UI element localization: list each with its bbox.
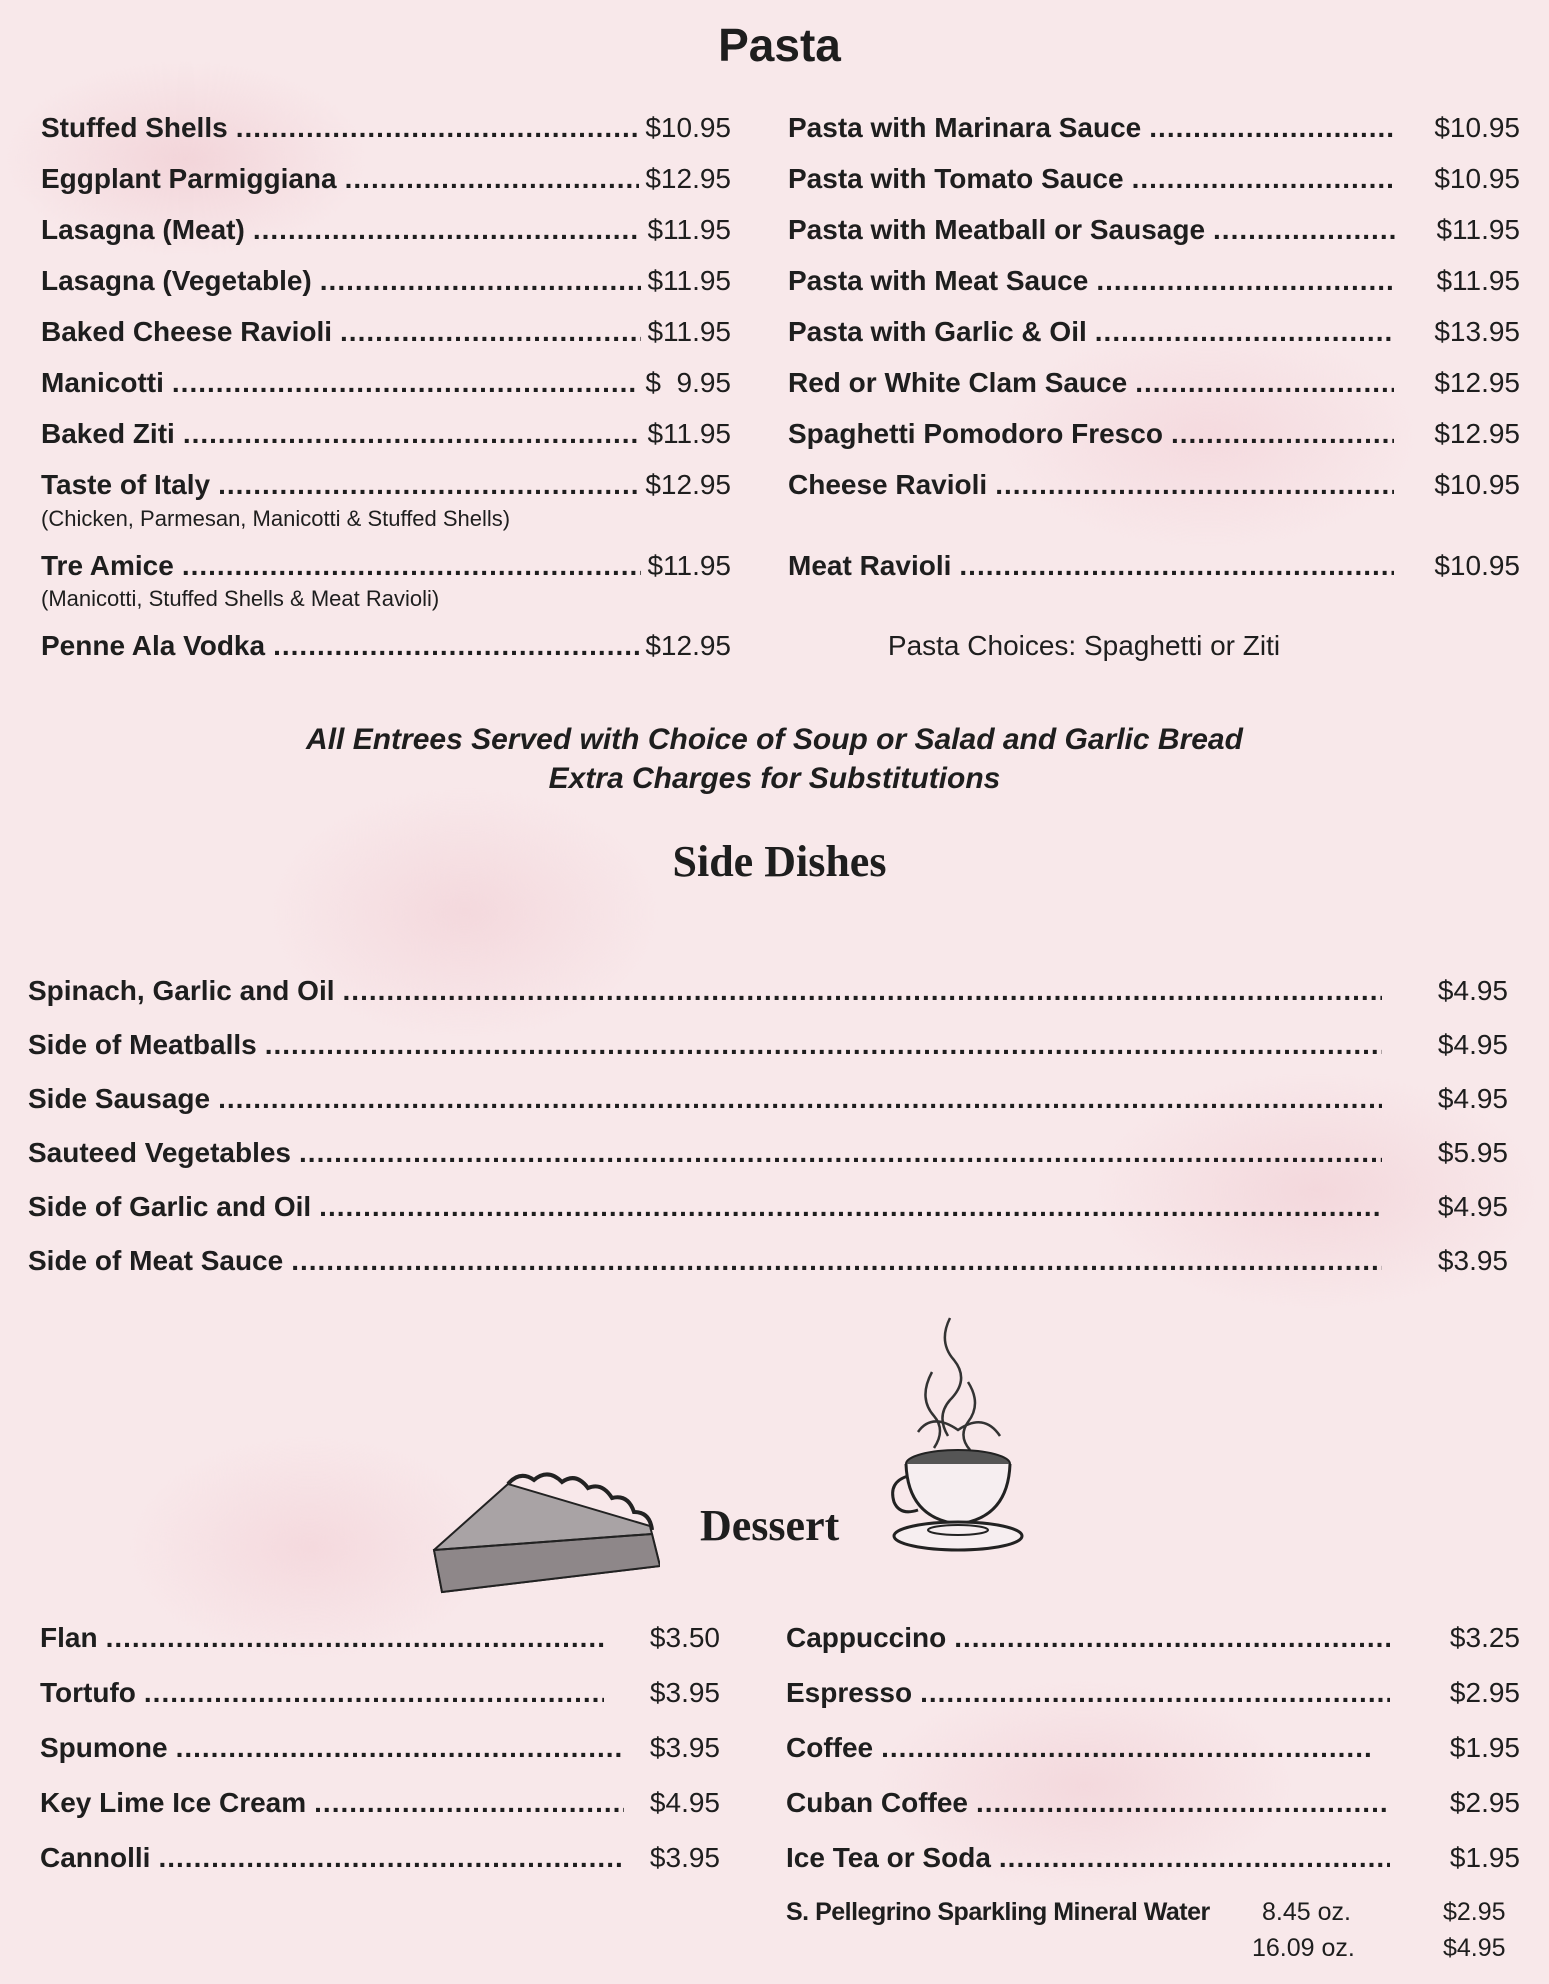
item-name: Spaghetti Pomodoro Fresco (788, 418, 1163, 449)
item-price: $10.95 (645, 112, 731, 143)
item-price: $11.95 (647, 214, 731, 245)
menu-item (41, 265, 731, 297)
item-price: $3.50 (649, 1622, 720, 1653)
item-description: (Chicken, Parmesan, Manicotti & Stuffed Shells) (41, 506, 511, 531)
item-name: Espresso (786, 1677, 913, 1708)
menu-item (40, 1787, 720, 1819)
item-price: $10.95 (1434, 469, 1520, 500)
menu-item (786, 1732, 1520, 1764)
item-price: $ 9.95 (645, 367, 731, 398)
item-name: Manicotti (41, 367, 164, 398)
item-name: Red or White Clam Sauce (788, 367, 1128, 398)
item-price: $11.95 (647, 550, 731, 581)
leader-dots (999, 1842, 1390, 1874)
leader-dots (343, 975, 1382, 1007)
item-price: $4.95 (1437, 1191, 1508, 1222)
item-name: Tre Amice (41, 550, 174, 581)
leader-dots (959, 550, 1394, 582)
item-name: Cuban Coffee (786, 1787, 968, 1818)
leader-dots (106, 1622, 604, 1654)
item-name: Penne Ala Vodka (41, 630, 266, 661)
item-price: $4.95 (1437, 1083, 1508, 1114)
item-price: $10.95 (1434, 112, 1520, 143)
menu-item (788, 367, 1520, 399)
item-description: (Manicotti, Stuffed Shells & Meat Ravioli) (41, 586, 440, 611)
item-price: $12.95 (645, 469, 731, 500)
water-size-2: 16.09 oz. (1252, 1934, 1355, 1962)
leader-dots (1096, 265, 1396, 297)
menu-item (41, 316, 731, 348)
coffee-cup-icon (888, 1312, 1028, 1562)
menu-item (28, 1083, 1508, 1115)
item-price: $11.95 (1436, 214, 1520, 245)
item-name: Sauteed Vegetables (28, 1137, 292, 1168)
item-name: Key Lime Ice Cream (40, 1787, 307, 1818)
pasta-heading: Pasta (718, 19, 841, 71)
menu-item (788, 265, 1520, 297)
leader-dots (320, 265, 642, 297)
leader-dots (172, 367, 639, 399)
item-name: Pasta with Meatball or Sausage (788, 214, 1206, 245)
item-name: Cappuccino (786, 1622, 947, 1653)
menu-item (41, 469, 731, 501)
side-dishes-heading: Side Dishes (672, 837, 887, 886)
leader-dots (1149, 112, 1394, 144)
item-price: $11.95 (647, 316, 731, 347)
item-price: $4.95 (649, 1787, 720, 1818)
leader-dots (995, 469, 1394, 501)
leader-dots (340, 316, 641, 348)
menu-item (28, 1191, 1508, 1223)
water-price-2: $4.95 (1443, 1934, 1506, 1962)
item-price: $2.95 (1449, 1787, 1520, 1818)
item-price: $12.95 (1434, 367, 1520, 398)
menu-item (28, 975, 1508, 1007)
item-price: $3.95 (649, 1732, 720, 1763)
item-name: Eggplant Parmiggiana (41, 163, 337, 194)
item-price: $10.95 (1434, 163, 1520, 194)
menu-item (788, 316, 1520, 348)
entree-note-line1: All Entrees Served with Choice of Soup or Salad and Garlic Bread (306, 723, 1243, 756)
item-price: $3.95 (649, 1677, 720, 1708)
item-price: $10.95 (1434, 550, 1520, 581)
leader-dots (314, 1787, 624, 1819)
item-name: Side Sausage (28, 1083, 211, 1114)
water-name (786, 1898, 1210, 1927)
water-price-1: $2.95 (1443, 1898, 1506, 1926)
item-name: Pasta with Tomato Sauce (788, 163, 1124, 194)
dessert-heading: Dessert (700, 1501, 840, 1550)
item-name: Tortufo (40, 1677, 136, 1708)
item-price: $12.95 (645, 630, 731, 661)
menu-item (786, 1677, 1520, 1709)
item-price: $2.95 (1449, 1677, 1520, 1708)
item-name: Taste of Italy (41, 469, 211, 500)
item-price: $4.95 (1437, 975, 1508, 1006)
item-name: Spumone (40, 1732, 168, 1763)
item-price: $13.95 (1434, 316, 1520, 347)
leader-dots (218, 1083, 1382, 1115)
leader-dots (183, 418, 642, 450)
menu-item (788, 469, 1520, 501)
leader-dots (158, 1842, 623, 1874)
item-name: Side of Meat Sauce (28, 1245, 284, 1276)
item-name: Spinach, Garlic and Oil (28, 975, 335, 1006)
item-price: $11.95 (1436, 265, 1520, 296)
item-price: $1.95 (1449, 1732, 1520, 1763)
item-name: Lasagna (Meat) (41, 214, 245, 245)
leader-dots (253, 214, 642, 246)
item-price: $3.95 (649, 1842, 720, 1873)
leader-dots (319, 1191, 1382, 1223)
leader-dots (236, 112, 640, 144)
menu-item (41, 163, 731, 195)
menu-item (41, 367, 731, 399)
menu-item (28, 1137, 1508, 1169)
leader-dots (1135, 367, 1394, 399)
leader-dots (1171, 418, 1394, 450)
item-name: Baked Ziti (41, 418, 175, 449)
leader-dots (1132, 163, 1395, 195)
item-name: Side of Meatballs (28, 1029, 257, 1060)
leader-dots (176, 1732, 624, 1764)
pasta-choices-note: Pasta Choices: Spaghetti or Ziti (887, 630, 1281, 661)
item-price: $12.95 (645, 163, 731, 194)
item-name: Pasta with Marinara Sauce (788, 112, 1142, 143)
menu-item (786, 1787, 1520, 1819)
menu-item (788, 163, 1520, 195)
leader-dots (144, 1677, 604, 1709)
leader-dots (265, 1029, 1382, 1061)
item-name: Cannolli (40, 1842, 151, 1873)
menu-item (788, 112, 1520, 144)
leader-dots (291, 1245, 1382, 1277)
menu-item (788, 418, 1520, 450)
entree-note-line2: Extra Charges for Substitutions (548, 762, 1001, 795)
leader-dots (976, 1787, 1390, 1819)
menu-item (40, 1622, 720, 1654)
menu-item (786, 1622, 1520, 1654)
leader-dots (273, 630, 639, 662)
menu-item (41, 214, 731, 246)
item-price: $5.95 (1437, 1137, 1508, 1168)
item-name: Stuffed Shells (41, 112, 228, 143)
menu-item (40, 1732, 720, 1764)
leader-dots (881, 1732, 1374, 1764)
item-price: $3.25 (1449, 1622, 1520, 1653)
menu-item (788, 214, 1520, 246)
leader-dots (1213, 214, 1396, 246)
menu-item (28, 1029, 1508, 1061)
item-name: Lasagna (Vegetable) (41, 265, 312, 296)
item-price: $12.95 (1434, 418, 1520, 449)
menu-item (786, 1842, 1520, 1874)
item-name: Pasta with Garlic & Oil (788, 316, 1087, 347)
item-price: $1.95 (1449, 1842, 1520, 1873)
menu-item (40, 1677, 720, 1709)
leader-dots (218, 469, 639, 501)
leader-dots (954, 1622, 1390, 1654)
leader-dots (920, 1677, 1390, 1709)
menu-item (41, 630, 731, 662)
menu-item (41, 550, 731, 582)
item-name: Ice Tea or Soda (786, 1842, 991, 1873)
item-price: $4.95 (1437, 1029, 1508, 1060)
menu-item (41, 418, 731, 450)
item-price: $3.95 (1437, 1245, 1508, 1276)
item-name: Cheese Ravioli (788, 469, 988, 500)
item-name: Flan (40, 1622, 98, 1653)
item-name: Side of Garlic and Oil (28, 1191, 312, 1222)
menu-item (40, 1842, 720, 1874)
pie-slice-icon (430, 1468, 660, 1598)
leader-dots (182, 550, 642, 582)
item-price: $11.95 (647, 418, 731, 449)
menu-item (788, 550, 1520, 582)
leader-dots (345, 163, 640, 195)
item-name: Pasta with Meat Sauce (788, 265, 1089, 296)
menu-item (28, 1245, 1508, 1277)
item-name: Coffee (786, 1732, 874, 1763)
item-name: Baked Cheese Ravioli (41, 316, 333, 347)
item-price: $11.95 (647, 265, 731, 296)
item-name: Meat Ravioli (788, 550, 952, 581)
leader-dots (299, 1137, 1382, 1169)
water-name-label: S. Pellegrino Sparkling Mineral Water (786, 1898, 1210, 1926)
leader-dots (1095, 316, 1395, 348)
menu-item (41, 112, 731, 144)
water-size-1: 8.45 oz. (1262, 1898, 1351, 1926)
